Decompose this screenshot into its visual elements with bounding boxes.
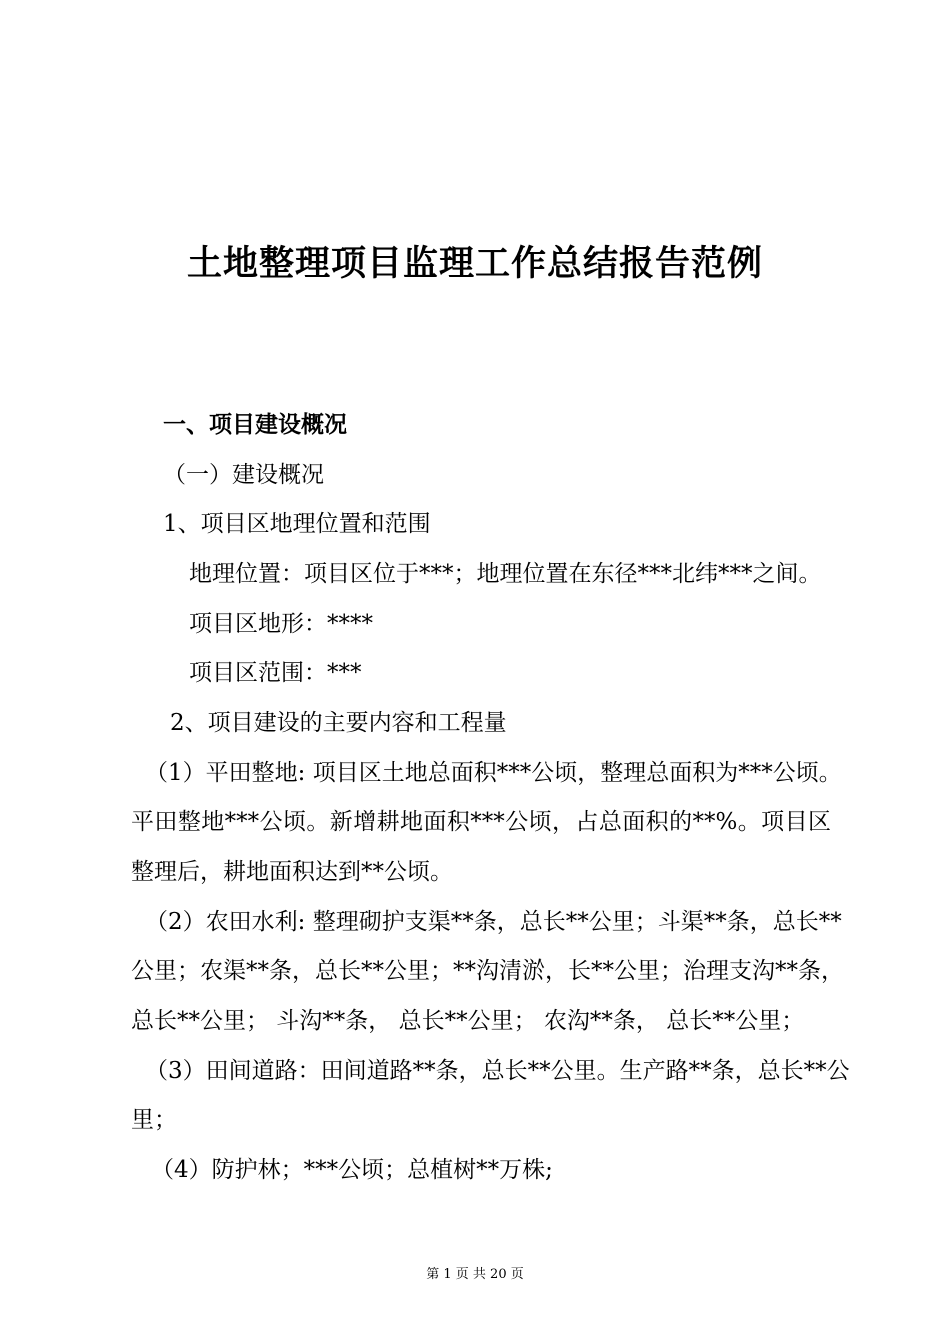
terrain-text: 项目区地形：**** [189, 611, 373, 637]
page-footer: 第 1 页 共 20 页 [426, 1267, 524, 1282]
shelterbelt-line: （4）防护林；***公顷；总植树**万株; [151, 1157, 553, 1183]
land-leveling-line-2: 平田整地***公顷。新增耕地面积***公顷，占总面积的**%。项目区 [131, 809, 831, 835]
irrigation-line-2: 公里；农渠**条，总长**公里；**沟清淤，长**公里；治理支沟**条， [131, 958, 844, 984]
irrigation-line-3: 总长**公里； 斗沟**条， 总长**公里； 农沟**条， 总长**公里； [131, 1008, 805, 1034]
roads-line-2: 里； [131, 1107, 177, 1133]
land-leveling-line-1: （1）平田整地: 项目区土地总面积***公顷，整理总面积为***公顷。 [145, 760, 842, 786]
section-heading-project-overview: 一、项目建设概况 [163, 412, 347, 438]
document-title: 土地整理项目监理工作总结报告范例 [186, 244, 763, 284]
scope-text: 项目区范围：*** [189, 660, 362, 686]
roads-line-1: （3）田间道路：田间道路**条，总长**公里。生产路**条，总长**公 [145, 1058, 850, 1084]
subsection-heading-construction-overview: （一）建设概况 [163, 462, 324, 488]
item-heading-main-content: 2、项目建设的主要内容和工程量 [170, 710, 507, 736]
irrigation-line-1: （2）农田水利: 整理砌护支渠**条，总长**公里；斗渠**条，总长** [145, 909, 842, 935]
land-leveling-line-3: 整理后，耕地面积达到**公顷。 [131, 859, 453, 885]
location-text: 地理位置：项目区位于***；地理位置在东径***北纬***之间。 [189, 561, 822, 587]
item-heading-location-scope: 1、项目区地理位置和范围 [163, 511, 431, 537]
